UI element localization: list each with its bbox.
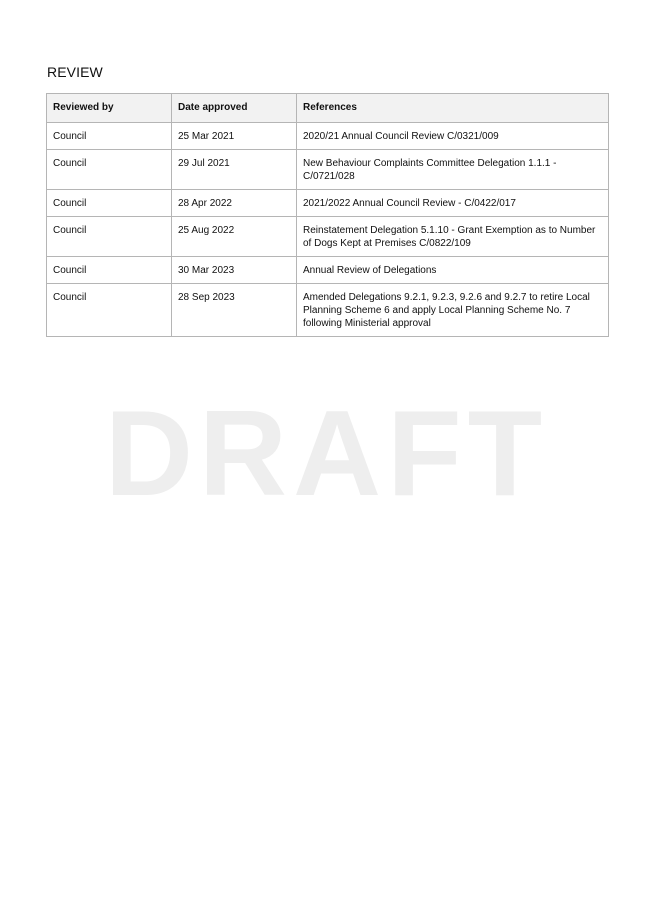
column-header-references: References	[297, 94, 609, 123]
section-heading: REVIEW	[47, 64, 103, 80]
reviewed-by-cell: Council	[47, 284, 172, 337]
date-approved-cell: 28 Sep 2023	[172, 284, 297, 337]
reviewed-by-cell: Council	[47, 217, 172, 257]
column-header-reviewed-by: Reviewed by	[47, 94, 172, 123]
date-approved-cell: 25 Aug 2022	[172, 217, 297, 257]
reviewed-by-cell: Council	[47, 123, 172, 150]
table-header-row	[47, 94, 609, 123]
reviewed-by-cell: Council	[47, 150, 172, 190]
table-row	[47, 150, 609, 190]
review-table	[46, 93, 609, 337]
column-header-date-approved: Date approved	[172, 94, 297, 123]
date-approved-cell: 28 Apr 2022	[172, 190, 297, 217]
date-approved-cell: 29 Jul 2021	[172, 150, 297, 190]
table-row	[47, 217, 609, 257]
date-approved-cell: 30 Mar 2023	[172, 257, 297, 284]
table-row	[47, 190, 609, 217]
references-cell: Amended Delegations 9.2.1, 9.2.3, 9.2.6 and 9.2.7 to retire Local Planning Scheme 6 and apply Local Planning Scheme No. 7 following Ministerial approval	[297, 284, 609, 337]
date-approved-cell: 25 Mar 2021	[172, 123, 297, 150]
table-row	[47, 284, 609, 337]
references-cell: Annual Review of Delegations	[297, 257, 609, 284]
references-cell: Reinstatement Delegation 5.1.10 - Grant Exemption as to Number of Dogs Kept at Premises C/0822/109	[297, 217, 609, 257]
references-cell: New Behaviour Complaints Committee Delegation 1.1.1 - C/0721/028	[297, 150, 609, 190]
table-row	[47, 123, 609, 150]
table-row	[47, 257, 609, 284]
references-cell: 2021/2022 Annual Council Review - C/0422/017	[297, 190, 609, 217]
draft-watermark: DRAFT	[104, 385, 549, 521]
reviewed-by-cell: Council	[47, 257, 172, 284]
reviewed-by-cell: Council	[47, 190, 172, 217]
references-cell: 2020/21 Annual Council Review C/0321/009	[297, 123, 609, 150]
